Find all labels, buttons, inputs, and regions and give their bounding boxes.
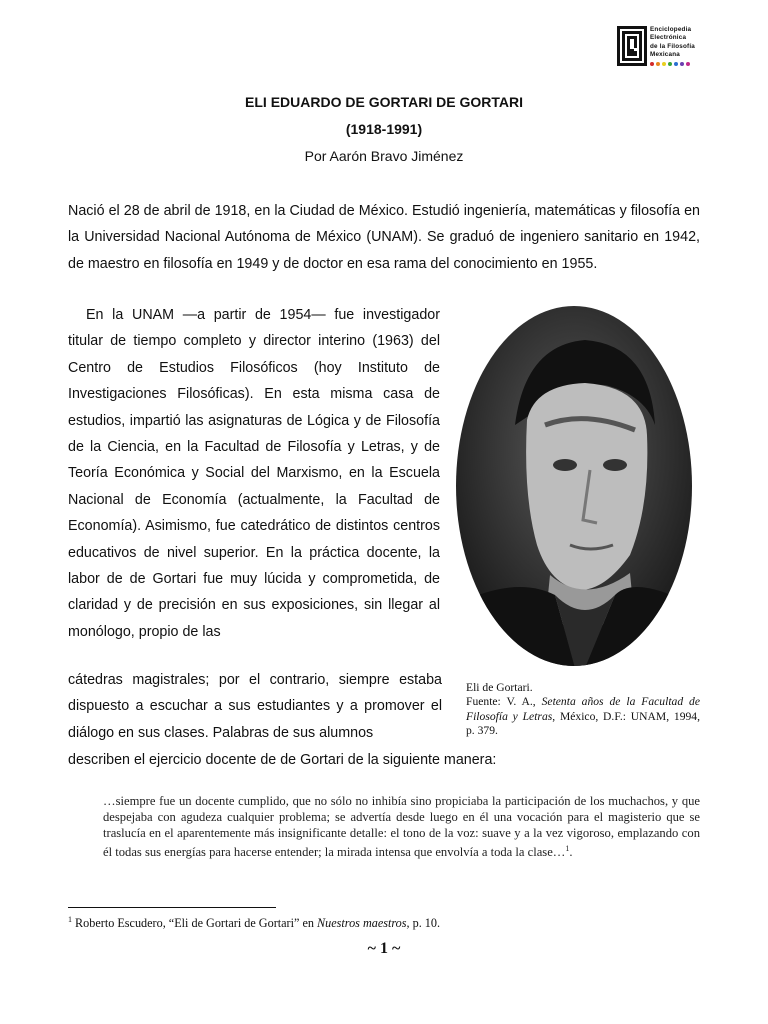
encyclopedia-logo (617, 26, 703, 70)
footnote-suffix: p. 10. (409, 916, 441, 931)
logo-dot (656, 62, 660, 66)
quote-text: …siempre fue un docente cumplido, que no sólo no inhibía sino propiciaba la participación de los muchachos, y que despejaba con agudeza cualquier problema; se advertía desde luego en él una vocación para el magisterio que se traslucía en el aparentemente más insignificante detalle: el tono de la voz: suave y a la vez vigoroso, emplazando con él todas sus energías para hacerse entender; la mirada intensa que envolvía a toda la clase… (103, 794, 700, 860)
logo-line: Mexicana (650, 50, 680, 58)
caption-source-prefix: Fuente: V. A., (466, 695, 542, 709)
footnote-book-title: Nuestros maestros, (317, 916, 410, 931)
article-author: Por Aarón Bravo Jiménez (304, 148, 464, 164)
photo-caption (466, 681, 700, 739)
caption-title: Eli de Gortari. (466, 681, 533, 694)
paragraph-career (68, 302, 440, 645)
paragraph-quote-intro: describen el ejercicio docente de de Gortari de la siguiente manera: (68, 752, 497, 768)
footnote-number: 1 (68, 915, 72, 924)
logo-line: Enciclopedia (650, 26, 692, 33)
logo-line: Electrónica (650, 34, 687, 42)
logo-dot (662, 62, 666, 66)
paragraph-birth: Nació el 28 de abril de 1918, en la Ciudad de México. Estudió ingeniería, matemáticas y filosofía en la Universidad Nacional Autónoma de México (UNAM). Se graduó de ingeniero sanitario en 1942, de maestro en filosofía en 1949 y de doctor en esa rama del conocimiento en 1955. (68, 203, 700, 272)
footnote-divider (68, 907, 276, 908)
article-title: ELI EDUARDO DE GORTARI DE GORTARI (245, 94, 523, 110)
paragraph-career-continued: cátedras magistrales; por el contrario, siempre estaba dispuesto a escuchar a sus estudiantes y a promover el diálogo en sus clases. Palabras de sus alumnos (68, 672, 442, 741)
logo-color-dots (650, 62, 690, 66)
logo-line: de la Filosofía (650, 42, 695, 50)
footnote (68, 915, 440, 931)
logo-wordmark (650, 26, 695, 59)
portrait-photo (455, 305, 693, 668)
logo-dot (674, 62, 678, 66)
page-number: ~ 1 ~ (367, 940, 401, 957)
footnote-ref[interactable]: 1 (565, 844, 570, 853)
caption-source (466, 695, 700, 738)
logo-dot (680, 62, 684, 66)
quote-end: . (569, 845, 573, 860)
logo-dot (650, 62, 654, 66)
footnote-text: Roberto Escudero, “Eli de Gortari de Gortari” en (72, 916, 318, 931)
article-dates: (1918-1991) (345, 121, 423, 137)
caption-source-suffix: , México, D.F.: UNAM, 1994, p. 379. (466, 709, 700, 738)
paragraph-career-text: En la UNAM —a partir de 1954— fue investigador titular de tiempo completo y director interino (1963) del Centro de Estudios Filosóficos (hoy Instituto de Investigaciones Filosóficas). En esta misma casa de estudios, impartió las asignaturas de Lógica y de Filosofía de la Ciencia, en la Facultad de Filosofía y Letras, y de Teoría Económica y Social del Marxismo, en la Escuela Nacional de Economía (actualmente, la Facultad de Economía). Asimismo, fue catedrático de distintos centros educativos de nivel superior. En la práctica docente, la labor de de Gortari fue muy lúcida y comprometida, de claridad y de precisión en sus exposiciones, sin llegar al monólogo, propio de las (68, 307, 440, 640)
block-quote (103, 793, 700, 860)
greek-key-logo-icon (617, 26, 647, 66)
logo-dot (686, 62, 690, 66)
caption-source-title: Setenta años de la Facultad de Filosofía y Letras (466, 695, 700, 723)
logo-dot (668, 62, 672, 66)
